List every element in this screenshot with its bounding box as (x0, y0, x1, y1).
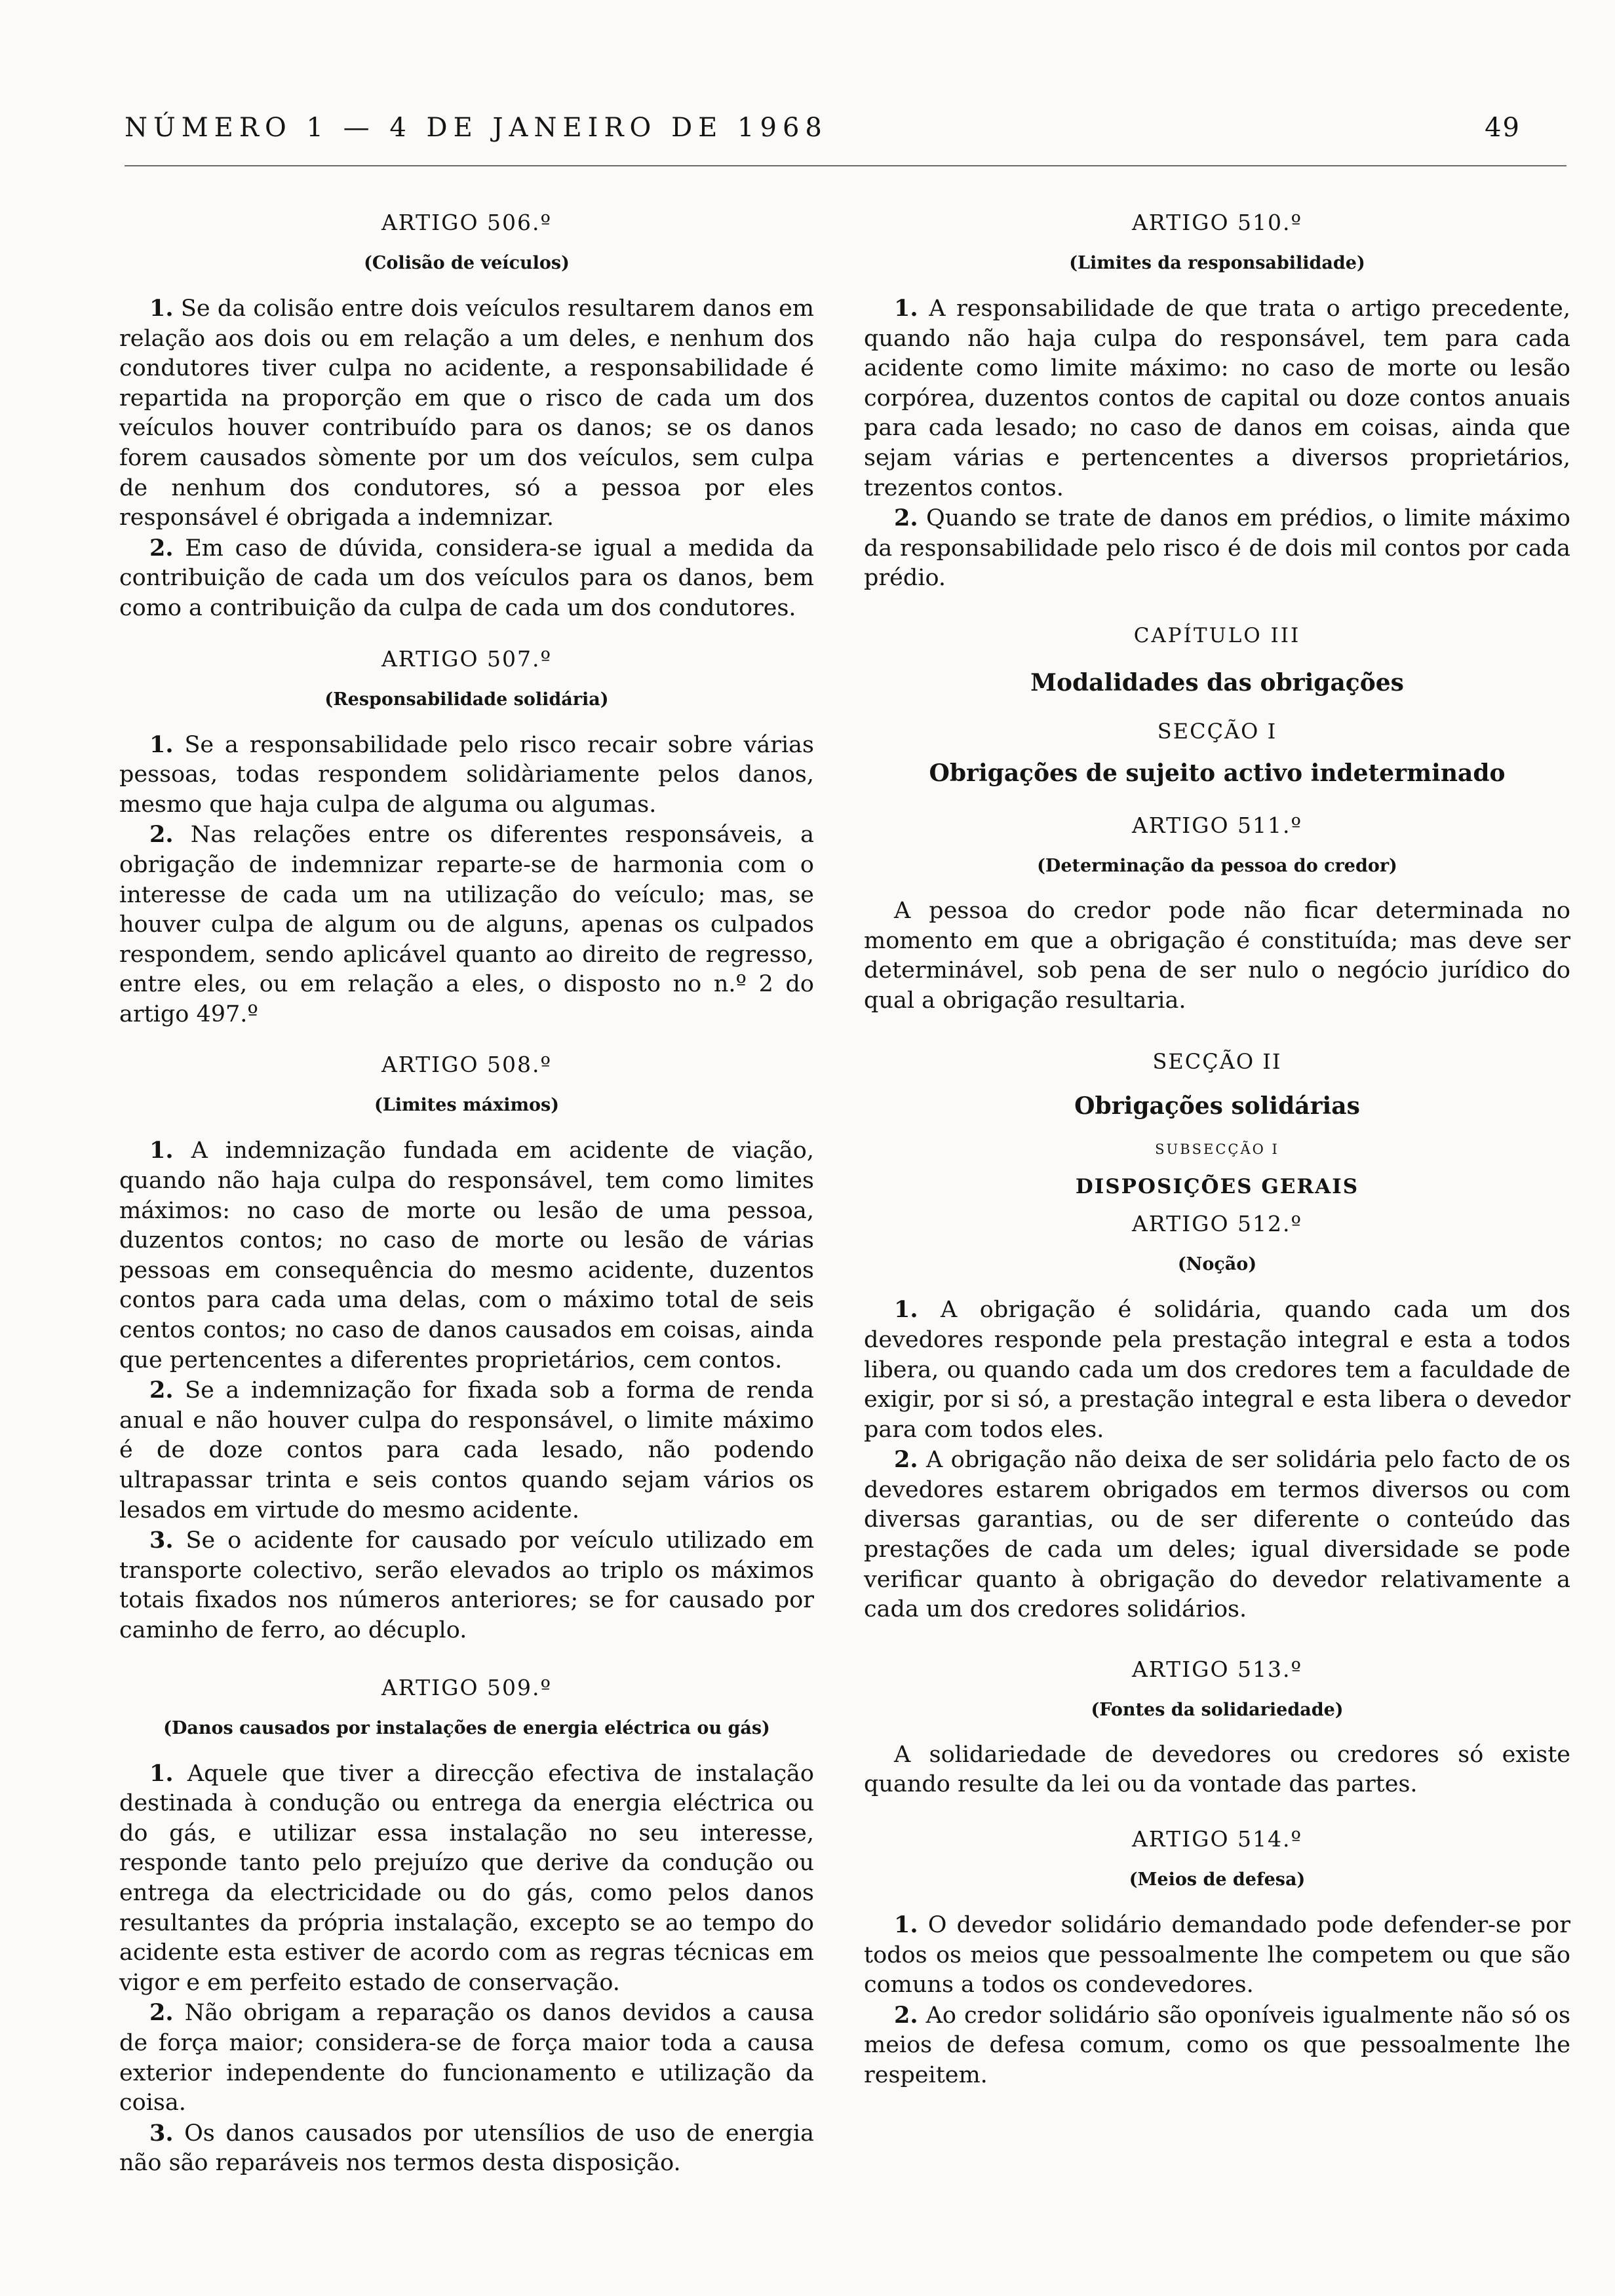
paragraph-number: 1. (149, 731, 174, 758)
paragraph-text: O devedor solidário demandado pode defender-se por todos os meios que pessoalmente lhe competem ou que são comuns a todos os condevedores. (864, 1912, 1570, 1999)
paragraph-text: A indemnização fundada em acidente de viação, quando não haja culpa do responsável, tem como limites máximos: no caso de morte ou lesão de uma pessoa, duzentos contos; no caso de morte ou lesão de várias pessoas em consequência do mesmo acidente, duzentos contos para cada uma delas, com o máximo total de seis centos contos; no caso de danos causados em coisas, ainda que pertencentes a diferentes proprietários, cem contos. (119, 1138, 814, 1373)
article-subtitle: (Limites máximos) (374, 1095, 560, 1116)
article-507 (119, 643, 814, 1030)
article-title: ARTIGO 508.º (381, 1052, 553, 1078)
paragraph-number: 1. (149, 295, 174, 322)
article-paragraph (119, 294, 814, 533)
article-paragraph (864, 2000, 1570, 2091)
section-label: SECÇÃO II (1152, 1049, 1282, 1075)
article-paragraph (864, 1910, 1570, 2000)
article-512 (864, 1208, 1570, 1625)
article-subtitle: (Meios de defesa) (1129, 1869, 1306, 1890)
article-paragraph (119, 820, 814, 1029)
article-506 (119, 207, 814, 624)
article-paragraph (864, 294, 1570, 503)
paragraph-text: Se a indemnização for fixada sob a forma de renda anual e não houver culpa do responsável, o limite máximo é de doze contos para cada lesado, não podendo ultrapassar trinta e seis contos quando sejam vários os lesados em virtude do mesmo acidente. (119, 1377, 814, 1523)
chapter-label: CAPÍTULO III (1133, 623, 1301, 647)
article-paragraph (119, 2118, 814, 2179)
article-title: ARTIGO 511.º (1131, 812, 1303, 838)
paragraph-text: A pessoa do credor pode não ficar determinada no momento em que a obrigação é constituída; mas deve ser determinável, sob pena de ser nulo o negócio jurídico do qual a obrigação resultaria. (864, 897, 1570, 1014)
article-513 (864, 1654, 1570, 1800)
paragraph-number: 1. (894, 1296, 918, 1324)
article-510 (864, 207, 1570, 594)
article-subtitle: (Danos causados por instalações de energia eléctrica ou gás) (163, 1717, 770, 1738)
right-column (864, 197, 1570, 2091)
paragraph-number: 1. (149, 1137, 174, 1164)
paragraph-text: Não obrigam a reparação os danos devidos a causa de força maior; considera-se de força maior toda a causa exterior independente do funcionamento e utilização da coisa. (119, 2000, 814, 2116)
article-509 (119, 1672, 814, 2179)
article-paragraph (864, 1295, 1570, 1445)
section-label: SECÇÃO I (1157, 718, 1277, 744)
paragraph-text: Nas relações entre os diferentes responsáveis, a obrigação de indemnizar reparte-se de harmonia com o interesse de cada um na utilização do veículo; mas, se houver culpa de algum ou de alguns, apenas os culpados respondem, sendo aplicável quanto ao direito de regresso, entre eles, ou em relação a eles, o disposto no n.º 2 do artigo 497.º (119, 822, 814, 1027)
section-heading: Obrigações solidárias (1074, 1092, 1360, 1120)
paragraph-number: 2. (894, 2001, 918, 2029)
article-subtitle: (Limites da responsabilidade) (1069, 253, 1365, 273)
article-paragraph (864, 1740, 1570, 1800)
subsection-label: SUBSECÇÃO I (1155, 1141, 1279, 1158)
paragraph-number: 2. (149, 534, 174, 562)
article-title: ARTIGO 514.º (1131, 1826, 1303, 1852)
section-heading: Obrigações de sujeito activo indeterminado (929, 759, 1506, 787)
article-title: ARTIGO 509.º (381, 1674, 553, 1700)
paragraph-text: Aquele que tiver a direcção efectiva de instalação destinada à condução ou entrega da energia eléctrica ou do gás, e utilizar essa instalação no seu interesse, responde tanto pelo prejuízo que derive da condução ou entrega da electricidade ou do gás, como pelos danos resultantes da própria instalação, excepto se ao tempo do acidente esta estiver de acordo com as regras técnicas em vigor e em perfeito estado de conservação. (119, 1760, 814, 1996)
article-title: ARTIGO 513.º (1131, 1656, 1303, 1682)
article-title: ARTIGO 506.º (381, 210, 553, 235)
article-paragraph (864, 896, 1570, 1016)
article-subtitle: (Responsabilidade solidária) (324, 689, 609, 710)
paragraph-number: 2. (149, 821, 174, 849)
article-511 (864, 810, 1570, 1016)
article-paragraph (119, 1998, 814, 2118)
subsection-heading: DISPOSIÇÕES GERAIS (1075, 1175, 1359, 1199)
header-rule (125, 165, 1566, 166)
article-514 (864, 1824, 1570, 2091)
article-paragraph (119, 1525, 814, 1645)
gazette-issue-title: NÚMERO 1 — 4 DE JANEIRO DE 1968 (125, 113, 828, 143)
paragraph-text: Em caso de dúvida, considera-se igual a medida da contribuição de cada um dos veículos para os danos, bem como a contribuição da culpa de cada um dos condutores. (119, 535, 814, 621)
paragraph-number: 1. (149, 1759, 174, 1787)
paragraph-number: 2. (149, 1999, 174, 2027)
paragraph-number: 2. (894, 1446, 918, 1474)
article-paragraph (119, 730, 814, 820)
paragraph-text: A responsabilidade de que trata o artigo precedente, quando não haja culpa do responsável, tem para cada acidente como limite máximo: no caso de morte ou lesão corpórea, duzentos contos de capital ou doze contos anuais para cada lesado; no caso de danos em coisas, ainda que sejam várias e pertencentes a diversos proprietários, trezentos contos. (864, 296, 1570, 501)
article-paragraph (119, 533, 814, 624)
article-paragraph (119, 1375, 814, 1525)
article-paragraph (864, 1445, 1570, 1625)
paragraph-text: Ao credor solidário são oponíveis igualmente não só os meios de defesa comum, como os que pessoalmente lhe respeitem. (864, 2002, 1570, 2088)
left-column (119, 197, 814, 2179)
paragraph-number: 3. (149, 2119, 174, 2147)
article-subtitle: (Noção) (1177, 1254, 1257, 1275)
paragraph-text: Quando se trate de danos em prédios, o limite máximo da responsabilidade pelo risco é de dois mil contos por cada prédio. (864, 505, 1570, 592)
article-subtitle: (Determinação da pessoa do credor) (1037, 855, 1397, 876)
paragraph-text: A obrigação não deixa de ser solidária pelo facto de os devedores estarem obrigados em termos diversos ou com diversas garantias, ou de ser diferente o conteúdo das prestações de cada um deles; igual diversidade se pode verificar quanto à obrigação do devedor relativamente a cada um dos credores solidários. (864, 1447, 1570, 1623)
article-title: ARTIGO 510.º (1131, 210, 1303, 235)
article-paragraph (119, 1136, 814, 1375)
page-number: 49 (1485, 113, 1521, 143)
article-title: ARTIGO 507.º (381, 645, 553, 672)
paragraph-text: Se da colisão entre dois veículos resultarem danos em relação aos dois ou em relação a um deles, e nenhum dos condutores tiver culpa no acidente, a responsabilidade é repartida na proporção em que o risco de cada um dos veículos houver contribuído para os danos; se os danos forem causados sòmente por um dos veículos, sem culpa de nenhum dos condutores, só a pessoa por eles responsável é obrigada a indemnizar. (119, 296, 814, 531)
article-paragraph (864, 503, 1570, 594)
paragraph-text: Se a responsabilidade pelo risco recair sobre várias pessoas, todas respondem solidàriamente pelos danos, mesmo que haja culpa de alguma ou algumas. (119, 731, 814, 818)
paragraph-text: Os danos causados por utensílios de uso de energia não são reparáveis nos termos desta disposição. (119, 2120, 814, 2177)
paragraph-text: A obrigação é solidária, quando cada um dos devedores responde pela prestação integral e esta a todos libera, ou quando cada um dos credores tem a faculdade de exigir, por si só, a prestação integral e esta libera o devedor para com todos eles. (864, 1297, 1570, 1443)
chapter-heading: Modalidades das obrigações (1030, 668, 1404, 697)
paragraph-number: 2. (149, 1377, 174, 1404)
paragraph-number: 2. (894, 505, 918, 532)
article-subtitle: (Fontes da solidariedade) (1091, 1699, 1344, 1720)
article-subtitle: (Colisão de veículos) (364, 253, 570, 273)
article-title: ARTIGO 512.º (1131, 1211, 1303, 1237)
article-508 (119, 1049, 814, 1645)
paragraph-text: A solidariedade de devedores ou credores só existe quando resulte da lei ou da vontade das partes. (864, 1741, 1570, 1798)
article-paragraph (119, 1759, 814, 1999)
paragraph-text: Se o acidente for causado por veículo utilizado em transporte colectivo, serão elevados ao triplo os máximos totais fixados nos números anteriores; se for causado por caminho de ferro, ao décuplo. (119, 1527, 814, 1643)
paragraph-number: 1. (894, 295, 918, 322)
paragraph-number: 3. (149, 1527, 174, 1554)
paragraph-number: 1. (894, 1911, 918, 1939)
page-header (125, 113, 1521, 152)
